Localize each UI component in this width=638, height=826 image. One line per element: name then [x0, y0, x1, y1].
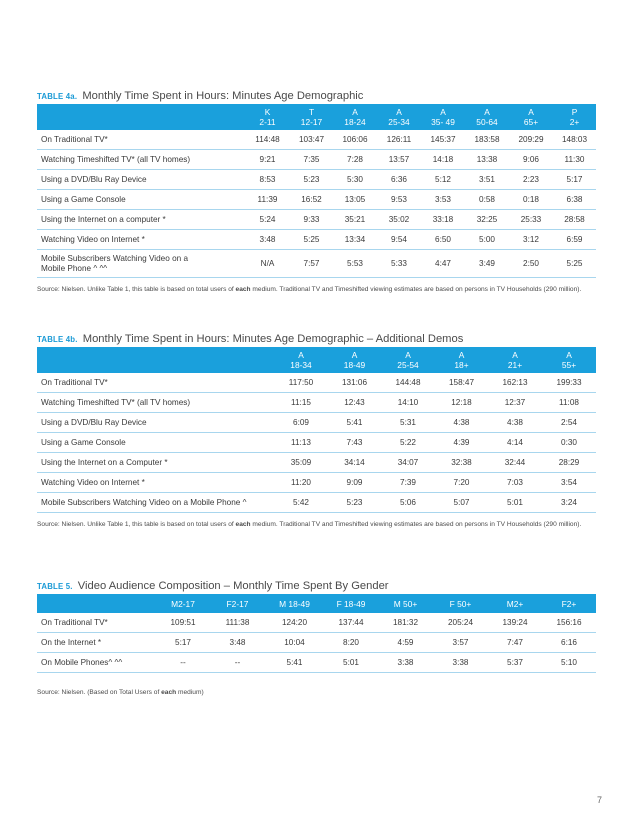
table-cell: 111:38	[210, 613, 265, 633]
table-cell: 9:33	[290, 210, 333, 230]
table-cell: 5:17	[553, 170, 596, 190]
table-4b-source-pre: Source: Nielsen. Unlike Table 1, this table is based on total users of	[37, 521, 236, 528]
table-cell: 2:50	[509, 250, 553, 278]
table4a-header-top: A	[528, 106, 534, 117]
table4a-header-bottom: 25-34	[388, 117, 410, 127]
row-label-line: Watching Video on Internet *	[41, 477, 145, 487]
table4a-header-bottom: 35- 49	[431, 117, 455, 127]
row-label	[37, 433, 274, 453]
table-cell: 34:07	[381, 453, 435, 473]
table4b-header-bottom: 55+	[561, 360, 577, 370]
row-label	[37, 653, 156, 673]
table-cell: 5:07	[435, 493, 488, 513]
table-cell: 3:24	[542, 493, 596, 513]
row-label	[37, 393, 274, 413]
table-cell: 9:54	[377, 230, 421, 250]
table-cell: 5:42	[274, 493, 328, 513]
row-label	[37, 413, 274, 433]
table-row	[37, 453, 596, 473]
table-cell: 148:03	[553, 130, 596, 150]
table-4b	[37, 347, 596, 513]
table-cell: 5:01	[324, 653, 378, 673]
table5-header-cell: M 50+	[393, 598, 418, 609]
table-cell: 11:08	[542, 393, 596, 413]
table-4a-section	[37, 88, 596, 296]
table-cell: 5:53	[333, 250, 377, 278]
row-label	[37, 473, 274, 493]
table-cell: 11:39	[245, 190, 290, 210]
table-cell: 3:49	[465, 250, 509, 278]
table-cell: 12:18	[435, 393, 488, 413]
table-cell: 35:21	[333, 210, 377, 230]
table-cell: 2:23	[509, 170, 553, 190]
table-cell: 5:23	[290, 170, 333, 190]
table-cell: 103:47	[290, 130, 333, 150]
table-cell: 10:04	[265, 633, 324, 653]
table4a-header-cell	[290, 104, 333, 130]
table-cell: 131:06	[328, 373, 381, 393]
table-row	[37, 230, 596, 250]
table-4a-heading: Monthly Time Spent in Hours: Minutes Age Demographic	[82, 90, 364, 102]
table-cell: 5:24	[245, 210, 290, 230]
table-cell: 0:30	[542, 433, 596, 453]
table-row	[37, 150, 596, 170]
table4a-header-cell	[553, 104, 596, 130]
table-cell: 6:09	[274, 413, 328, 433]
table-cell: 5:01	[488, 493, 542, 513]
table-4b-title	[37, 331, 596, 347]
row-label-line: Using a DVD/Blu Ray Device	[41, 174, 147, 184]
table-cell: 13:05	[333, 190, 377, 210]
table-5-source	[37, 687, 596, 699]
table-cell: 11:30	[553, 150, 596, 170]
table-cell: 156:16	[542, 613, 596, 633]
table-cell: 117:50	[274, 373, 328, 393]
table-cell: 181:32	[378, 613, 433, 633]
table-cell: 5:25	[553, 250, 596, 278]
table-cell: 28:58	[553, 210, 596, 230]
table-cell: 5:30	[333, 170, 377, 190]
table-row	[37, 613, 596, 633]
table-cell: 7:39	[381, 473, 435, 493]
table4b-header-top: A	[405, 349, 411, 360]
table4a-header-top: A	[440, 106, 446, 117]
table-cell: 6:16	[542, 633, 596, 653]
table-cell: 6:38	[553, 190, 596, 210]
table-cell: 5:25	[290, 230, 333, 250]
table-row	[37, 433, 596, 453]
table-5-title	[37, 578, 596, 594]
table-cell: --	[210, 653, 265, 673]
table4a-header-top: A	[352, 106, 358, 117]
table-cell: 12:43	[328, 393, 381, 413]
table-4b-header-row	[37, 347, 596, 373]
table-row	[37, 493, 596, 513]
table-cell: N/A	[245, 250, 290, 278]
table-4b-section	[37, 331, 596, 531]
table4a-header-top: K	[264, 106, 271, 117]
table-cell: 3:54	[542, 473, 596, 493]
table5-header-cell: F 18-49	[336, 598, 366, 609]
table-cell: 13:34	[333, 230, 377, 250]
table-cell: 25:33	[509, 210, 553, 230]
table-cell: 3:48	[245, 230, 290, 250]
table-cell: 114:48	[245, 130, 290, 150]
table-cell: 7:43	[328, 433, 381, 453]
row-label-line: Mobile Phone ^ ^^	[41, 263, 108, 273]
table-cell: 13:57	[377, 150, 421, 170]
table-cell: 35:02	[377, 210, 421, 230]
table-row	[37, 473, 596, 493]
table4a-header-cell	[377, 104, 421, 130]
table-cell: 32:25	[465, 210, 509, 230]
table5-header-cell: F2+	[561, 598, 577, 609]
table-4b-header-empty	[37, 347, 274, 373]
table-cell: 14:10	[381, 393, 435, 413]
table4a-header-top: A	[484, 106, 490, 117]
table-4b-heading: Monthly Time Spent in Hours: Minutes Age Demographic – Additional Demos	[82, 333, 464, 345]
row-label	[37, 190, 245, 210]
table-cell: 158:47	[435, 373, 488, 393]
table4b-header-bottom: 25-54	[397, 360, 419, 370]
table-cell: 3:38	[433, 653, 488, 673]
table-4a-header-row	[37, 104, 596, 130]
table-cell: 9:06	[509, 150, 553, 170]
table4b-header-cell	[274, 347, 328, 373]
table-cell: 3:12	[509, 230, 553, 250]
table-4a	[37, 104, 596, 278]
page-number: 7	[597, 795, 603, 805]
table4a-header-cell	[333, 104, 377, 130]
table-cell: 5:31	[381, 413, 435, 433]
table4b-header-bottom: 21+	[507, 360, 523, 370]
table-cell: 183:58	[465, 130, 509, 150]
table-cell: --	[156, 653, 210, 673]
table-row	[37, 653, 596, 673]
row-label	[37, 210, 245, 230]
table-cell: 7:57	[290, 250, 333, 278]
table-cell: 5:22	[381, 433, 435, 453]
table-4a-header-empty	[37, 104, 245, 130]
table-cell: 9:53	[377, 190, 421, 210]
table-cell: 2:54	[542, 413, 596, 433]
table-5-source-bold: each	[161, 689, 177, 696]
row-label	[37, 493, 274, 513]
table-cell: 5:10	[542, 653, 596, 673]
table-cell: 5:41	[328, 413, 381, 433]
table4a-header-bottom: 50-64	[476, 117, 498, 127]
table4a-header-cell	[509, 104, 553, 130]
table-5-tag: TABLE 5.	[37, 582, 73, 591]
table-cell: 8:53	[245, 170, 290, 190]
table-cell: 162:13	[488, 373, 542, 393]
table-row	[37, 250, 596, 278]
table-cell: 32:38	[435, 453, 488, 473]
table-cell: 16:52	[290, 190, 333, 210]
table4a-header-cell	[465, 104, 509, 130]
row-label-line: Using a Game Console	[41, 194, 126, 204]
table-cell: 3:38	[378, 653, 433, 673]
row-label	[37, 633, 156, 653]
table-cell: 7:35	[290, 150, 333, 170]
table-row	[37, 373, 596, 393]
table5-header-cell: M2-17	[171, 598, 195, 609]
row-label	[37, 170, 245, 190]
table-cell: 8:20	[324, 633, 378, 653]
row-label	[37, 453, 274, 473]
table-4a-title	[37, 88, 596, 104]
table4b-header-cell	[488, 347, 542, 373]
table-cell: 13:38	[465, 150, 509, 170]
table4b-header-bottom: 18-49	[343, 360, 366, 370]
table-cell: 7:28	[333, 150, 377, 170]
table-5-source-pre: Source: Nielsen. (Based on Total Users of	[37, 689, 162, 696]
row-label-line: Watching Timeshifted TV* (all TV homes)	[41, 397, 191, 407]
table-cell: 7:03	[488, 473, 542, 493]
row-label-line: On Traditional TV*	[41, 617, 108, 627]
row-label	[37, 250, 245, 278]
table-cell: 6:50	[421, 230, 465, 250]
table4a-header-bottom: 2-11	[259, 117, 276, 127]
table-4b-source	[37, 519, 596, 531]
table-5	[37, 594, 596, 673]
table-cell: 11:15	[274, 393, 328, 413]
table-cell: 5:33	[377, 250, 421, 278]
table-cell: 35:09	[274, 453, 328, 473]
table4b-header-top: A	[351, 349, 358, 360]
table-cell: 137:44	[324, 613, 378, 633]
table4b-header-bottom: 18+	[454, 360, 469, 370]
table4a-header-bottom: 18-24	[344, 117, 366, 127]
table4b-header-bottom: 18-34	[290, 360, 312, 370]
table-cell: 0:58	[465, 190, 509, 210]
row-label-line: Mobile Subscribers Watching Video on a	[41, 253, 188, 263]
table-4b-source-post: medium. Traditional TV and Timeshifted viewing estimates are based on persons in TV Households (290 million).	[250, 521, 582, 528]
table-4b-source-bold: each	[235, 521, 251, 528]
row-label-line: Watching Video on Internet *	[41, 234, 145, 244]
table-cell: 106:06	[333, 130, 377, 150]
row-label	[37, 130, 245, 150]
table-cell: 144:48	[381, 373, 435, 393]
table-cell: 3:53	[421, 190, 465, 210]
table-cell: 11:20	[274, 473, 328, 493]
table-cell: 5:41	[265, 653, 324, 673]
table4b-header-cell	[435, 347, 488, 373]
table-cell: 209:29	[509, 130, 553, 150]
table-cell: 5:12	[421, 170, 465, 190]
table4b-header-top: A	[298, 349, 304, 360]
row-label-line: On the Internet *	[41, 637, 102, 647]
table-cell: 34:14	[328, 453, 381, 473]
table-4a-source-post: medium. Traditional TV and Timeshifted viewing estimates are based on persons in TV Households (290 million).	[250, 286, 582, 293]
table-row	[37, 130, 596, 150]
table-cell: 205:24	[433, 613, 488, 633]
table-5-header-row	[37, 594, 596, 613]
table-cell: 5:37	[488, 653, 542, 673]
table-cell: 3:57	[433, 633, 488, 653]
table-cell: 5:00	[465, 230, 509, 250]
row-label-line: Using the Internet on a computer *	[41, 214, 166, 224]
row-label-line: Watching Timeshifted TV* (all TV homes)	[41, 154, 191, 164]
table-cell: 9:21	[245, 150, 290, 170]
table4b-header-cell	[542, 347, 596, 373]
table-5-heading: Video Audience Composition – Monthly Time Spent By Gender	[77, 580, 389, 592]
table-cell: 4:39	[435, 433, 488, 453]
row-label-line: Using a Game Console	[41, 437, 126, 447]
table-cell: 5:06	[381, 493, 435, 513]
table-cell: 4:59	[378, 633, 433, 653]
table4b-header-cell	[328, 347, 381, 373]
table-cell: 4:47	[421, 250, 465, 278]
table-cell: 5:23	[328, 493, 381, 513]
table4a-header-top: P	[571, 106, 578, 117]
row-label-line: Using the Internet on a Computer *	[41, 457, 168, 467]
row-label-line: On Traditional TV*	[41, 134, 108, 144]
table-cell: 145:37	[421, 130, 465, 150]
table5-header-cell: F2-17	[226, 598, 249, 609]
table-cell: 124:20	[265, 613, 324, 633]
table-cell: 4:14	[488, 433, 542, 453]
table-cell: 199:33	[542, 373, 596, 393]
table-cell: 4:38	[435, 413, 488, 433]
table4b-header-top: A	[512, 349, 518, 360]
row-label-line: Mobile Subscribers Watching Video on a Mobile Phone ^	[41, 497, 247, 507]
table-5-header-empty	[37, 594, 156, 613]
table4a-header-bottom: 12-17	[300, 117, 323, 127]
row-label-line: On Mobile Phones^ ^^	[41, 657, 123, 667]
row-label	[37, 613, 156, 633]
table-cell: 126:11	[377, 130, 421, 150]
table-cell: 3:48	[210, 633, 265, 653]
table-cell: 6:59	[553, 230, 596, 250]
table-row	[37, 210, 596, 230]
table-cell: 3:51	[465, 170, 509, 190]
row-label-line: On Traditional TV*	[41, 377, 108, 387]
table-5-section	[37, 578, 596, 699]
table-row	[37, 170, 596, 190]
row-label	[37, 150, 245, 170]
table5-header-cell: F 50+	[449, 598, 472, 609]
table-cell: 9:09	[328, 473, 381, 493]
table4a-header-bottom: 2+	[569, 117, 580, 127]
table-row	[37, 393, 596, 413]
table-cell: 6:36	[377, 170, 421, 190]
table4a-header-top: A	[396, 106, 402, 117]
table4a-header-cell	[421, 104, 465, 130]
table-4b-tag: TABLE 4b.	[37, 335, 78, 344]
table-5-source-post: medium)	[176, 689, 204, 696]
table-cell: 109:51	[156, 613, 210, 633]
table-4a-tag: TABLE 4a.	[37, 92, 78, 101]
table-4a-source	[37, 284, 596, 296]
table-cell: 33:18	[421, 210, 465, 230]
table-cell: 4:38	[488, 413, 542, 433]
table-row	[37, 190, 596, 210]
row-label-line: Using a DVD/Blu Ray Device	[41, 417, 147, 427]
table4a-header-top: T	[308, 106, 315, 117]
table4a-header-cell	[245, 104, 290, 130]
table-cell: 14:18	[421, 150, 465, 170]
table-cell: 32:44	[488, 453, 542, 473]
table-cell: 7:20	[435, 473, 488, 493]
table-cell: 28:29	[542, 453, 596, 473]
row-label	[37, 373, 274, 393]
table5-header-cell: M2+	[506, 598, 524, 609]
table5-header-cell: M 18-49	[279, 598, 310, 609]
table4a-header-bottom: 65+	[523, 117, 539, 127]
table-cell: 5:17	[156, 633, 210, 653]
table-cell: 12:37	[488, 393, 542, 413]
table4b-header-cell	[381, 347, 435, 373]
table-cell: 7:47	[488, 633, 542, 653]
table4b-header-top: A	[566, 349, 572, 360]
table4b-header-top: A	[458, 349, 465, 360]
table-cell: 139:24	[488, 613, 542, 633]
table-row	[37, 633, 596, 653]
table-row	[37, 413, 596, 433]
row-label	[37, 230, 245, 250]
table-cell: 0:18	[509, 190, 553, 210]
table-4a-source-bold: each	[235, 286, 251, 293]
table-4a-source-pre: Source: Nielsen. Unlike Table 1, this table is based on total users of	[37, 286, 236, 293]
table-cell: 11:13	[274, 433, 328, 453]
